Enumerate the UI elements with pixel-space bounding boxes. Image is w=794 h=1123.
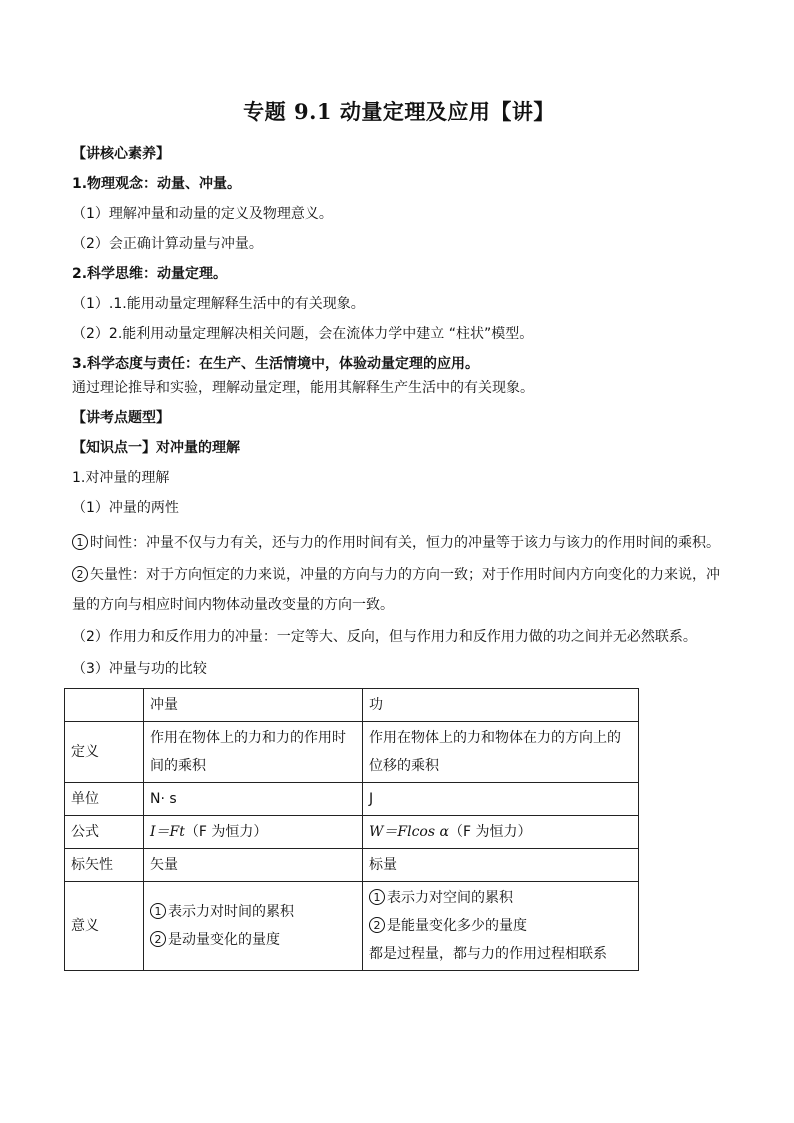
meaning-line: 1 表示力对空间的累积 — [369, 884, 632, 912]
table-cell: 标量 — [363, 849, 639, 882]
table-cell: 作用在物体上的力和物体在力的方向上的位移的乘积 — [363, 722, 639, 783]
table-row — [65, 689, 639, 722]
meaning-line: 1 表示力对时间的累积 — [150, 898, 356, 926]
section-1-heading: 1.物理观念：动量、冲量。 — [72, 176, 242, 192]
section-3-heading: 3.科学态度与责任：在生产、生活情境中，体验动量定理的应用。 — [72, 356, 480, 372]
time-property-paragraph: 1 时间性：冲量不仅与力有关，还与力的作用时间有关，恒力的冲量等于该力与该力的作用时间的乘积。 — [72, 528, 726, 558]
table-row-label: 定义 — [65, 722, 144, 783]
table-header-impulse: 冲量 — [144, 689, 363, 722]
page-title: 专题 9.1 动量定理及应用【讲】 — [243, 99, 555, 124]
paragraph-two-properties: （1）冲量的两性 — [72, 500, 179, 516]
core-literacy-header: 【讲核心素养】 — [72, 146, 170, 162]
impulse-formula: I＝Ft — [150, 824, 185, 840]
comparison-heading: （3）冲量与功的比较 — [72, 661, 207, 677]
section-2-heading: 2.科学思维：动量定理。 — [72, 266, 228, 282]
section-1-item: （1）理解冲量和动量的定义及物理意义。 — [72, 206, 333, 222]
table-cell — [363, 816, 639, 849]
table-row — [65, 816, 639, 849]
table-cell — [65, 689, 144, 722]
circled-number-1-icon: 1 — [150, 903, 166, 919]
work-formula: W＝Flcos α — [369, 824, 449, 840]
table-cell: 矢量 — [144, 849, 363, 882]
table-cell — [144, 882, 363, 971]
document-page — [72, 96, 726, 971]
section-2-item: （1）.1.能用动量定理解释生活中的有关现象。 — [72, 296, 365, 312]
meaning-line: 2 是能量变化多少的量度 — [369, 912, 632, 940]
impulse-work-comparison-table — [64, 688, 639, 971]
table-cell: N· s — [144, 783, 363, 816]
section-3-text: 通过理论推导和实验，理解动量定理，能用其解释生产生活中的有关现象。 — [72, 380, 534, 396]
table-row-label: 标矢性 — [65, 849, 144, 882]
circled-number-2-icon: 2 — [369, 917, 385, 933]
impulse-formula-note: （F 为恒力） — [184, 824, 268, 840]
table-row — [65, 783, 639, 816]
vector-property-paragraph: 2 矢量性：对于方向恒定的力来说，冲量的方向与力的方向一致；对于作用时间内方向变化的力来说，冲量的方向与相应时间内物体动量改变量的方向一致。 — [72, 567, 720, 613]
table-cell — [144, 816, 363, 849]
table-row-label: 意义 — [65, 882, 144, 971]
work-formula-note: （F 为恒力） — [448, 824, 532, 840]
table-row-label: 单位 — [65, 783, 144, 816]
circled-number-2-icon: 2 — [150, 931, 166, 947]
table-cell — [363, 882, 639, 971]
action-reaction-paragraph: （2）作用力和反作用力的冲量：一定等大、反向，但与作用力和反作用力做的功之间并无必然联系。 — [72, 629, 697, 645]
section-2-item: （2）2.能利用动量定理解决相关问题，会在流体力学中建立 “柱状”模型。 — [72, 326, 534, 342]
knowledge-point-1-header: 【知识点一】对冲量的理解 — [72, 440, 240, 456]
table-row — [65, 882, 639, 971]
circled-number-1-icon: 1 — [72, 534, 88, 550]
section-1-item: （2）会正确计算动量与冲量。 — [72, 236, 263, 252]
meaning-line: 都是过程量，都与力的作用过程相联系 — [369, 946, 607, 962]
circled-number-2-icon: 2 — [72, 566, 88, 582]
table-header-work: 功 — [363, 689, 639, 722]
table-row — [65, 849, 639, 882]
table-cell: J — [363, 783, 639, 816]
topics-header: 【讲考点题型】 — [72, 410, 170, 426]
circled-number-1-icon: 1 — [369, 889, 385, 905]
table-cell: 作用在物体上的力和力的作用时间的乘积 — [144, 722, 363, 783]
table-row — [65, 722, 639, 783]
table-row-label: 公式 — [65, 816, 144, 849]
knowledge-point-1-subtitle: 1.对冲量的理解 — [72, 470, 170, 486]
meaning-line: 2 是动量变化的量度 — [150, 926, 356, 954]
